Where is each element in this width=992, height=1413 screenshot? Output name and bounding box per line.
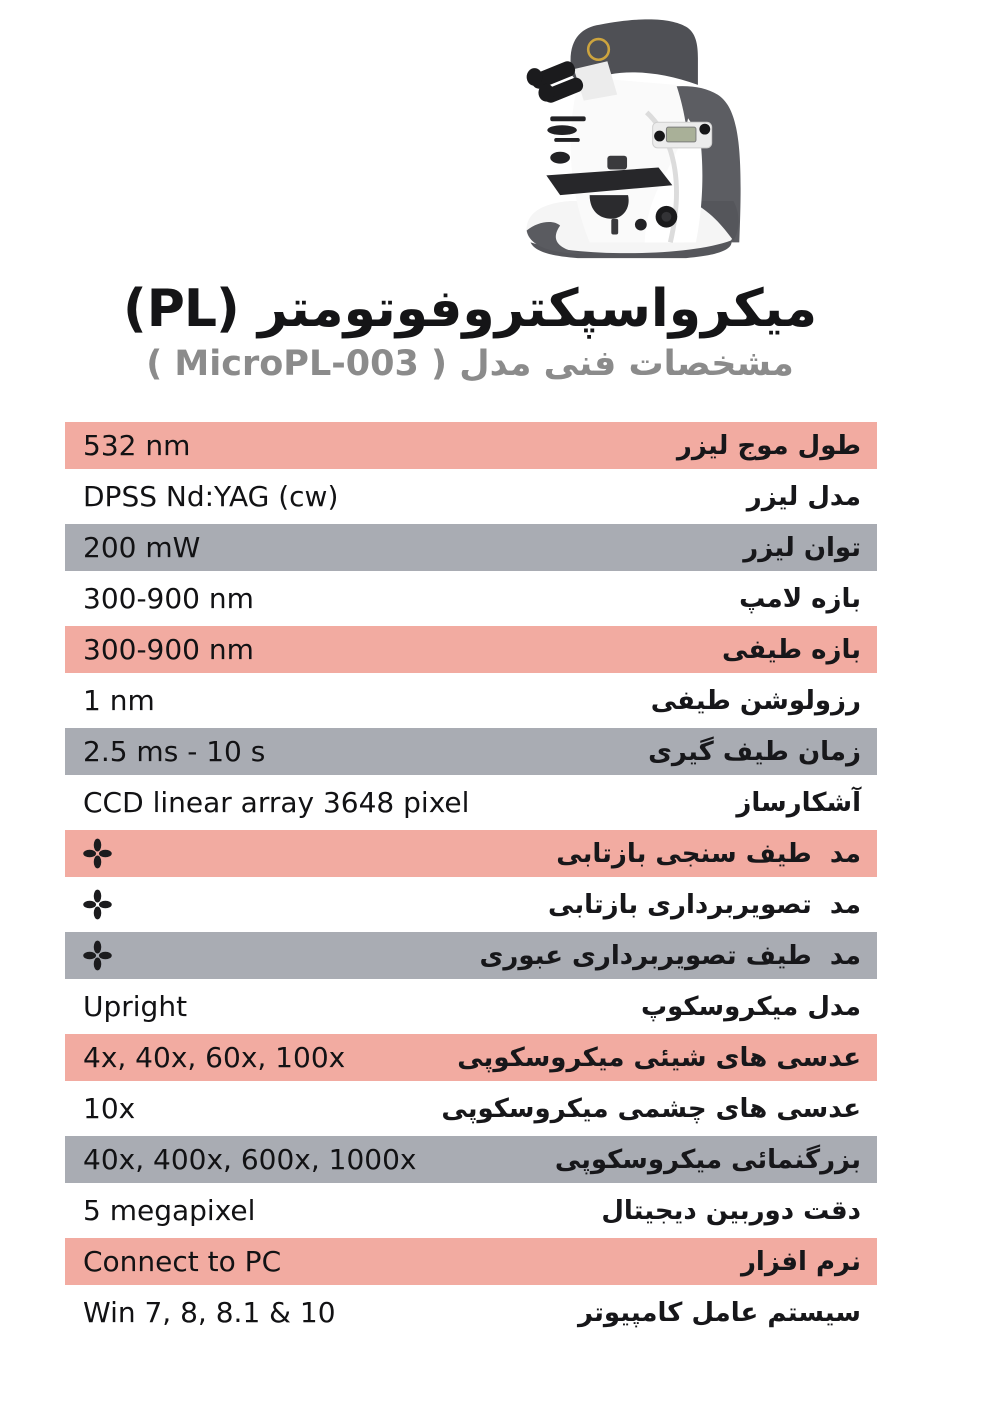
table-row — [65, 422, 877, 469]
table-row — [65, 1136, 877, 1183]
spec-label: دقت دوربین دیجیتال — [601, 1195, 861, 1226]
table-row — [65, 728, 877, 775]
table-row — [65, 1289, 877, 1336]
spec-label: مد طیف سنجی بازتابی — [556, 838, 861, 869]
table-row — [65, 575, 877, 622]
spec-label: بزرگنمائی میکروسکوپی — [554, 1144, 861, 1175]
table-row — [65, 524, 877, 571]
spec-value: 10x — [83, 1092, 136, 1125]
page-subtitle: مشخصات فنی مدل ( MicroPL-003 ) — [146, 343, 794, 384]
spec-label: آشکارساز — [736, 787, 861, 818]
four-petal-check-icon — [83, 837, 112, 870]
spec-value: 2.5 ms - 10 s — [83, 735, 266, 768]
spec-table — [65, 422, 877, 1340]
spec-label: عدسی های چشمی میکروسکوپی — [441, 1093, 861, 1124]
spec-value: 4x, 40x, 60x, 100x — [83, 1041, 346, 1074]
spec-value: 532 nm — [83, 429, 191, 462]
spec-value: 5 megapixel — [83, 1194, 256, 1227]
spec-value: DPSS Nd:YAG (cw) — [83, 480, 339, 513]
spec-value: 1 nm — [83, 684, 155, 717]
table-row — [65, 881, 877, 928]
spec-label: رزولوشن طیفی — [650, 685, 861, 716]
spec-value — [65, 888, 130, 921]
table-row — [65, 932, 877, 979]
microscope-image — [497, 12, 763, 268]
spec-value — [65, 939, 130, 972]
spec-label: بازه طیفی — [721, 634, 861, 665]
four-petal-check-icon — [83, 939, 112, 972]
spec-value: 40x, 400x, 600x, 1000x — [83, 1143, 417, 1176]
table-row — [65, 1187, 877, 1234]
table-row — [65, 473, 877, 520]
table-row — [65, 830, 877, 877]
spec-value: Upright — [83, 990, 188, 1023]
table-row — [65, 1085, 877, 1132]
spec-value: 300-900 nm — [83, 582, 254, 615]
spec-label: توان لیزر — [743, 532, 861, 563]
spec-label: طول موج لیزر — [676, 430, 861, 461]
table-row — [65, 1238, 877, 1285]
spec-label: مد تصویربرداری بازتابی — [548, 889, 861, 920]
spec-value: Connect to PC — [83, 1245, 282, 1278]
table-row — [65, 626, 877, 673]
spec-value: 200 mW — [83, 531, 201, 564]
four-petal-check-icon — [83, 888, 112, 921]
spec-value: 300-900 nm — [83, 633, 254, 666]
table-row — [65, 983, 877, 1030]
upright-microscope-icon — [497, 12, 763, 263]
table-row — [65, 1034, 877, 1081]
spec-label: زمان طیف گیری — [648, 736, 861, 767]
spec-value: Win 7, 8, 8.1 & 10 — [83, 1296, 336, 1329]
page-title: میکرواسپکتروفوتومتر (PL) — [122, 279, 818, 339]
table-row — [65, 779, 877, 826]
spec-label: بازه لامپ — [739, 583, 861, 614]
title-block — [0, 280, 940, 384]
table-row — [65, 677, 877, 724]
spec-value: CCD linear array 3648 pixel — [83, 786, 470, 819]
spec-label: مدل میکروسکوپ — [640, 991, 861, 1022]
spec-value — [65, 837, 130, 870]
spec-label: نرم افزار — [740, 1246, 861, 1277]
spec-label: مدل لیزر — [746, 481, 861, 512]
spec-label: عدسی های شیئی میکروسکوپی — [457, 1042, 861, 1073]
spec-label: سیستم عامل کامپیوتر — [577, 1297, 861, 1328]
spec-label: مد طیف تصویربرداری عبوری — [479, 940, 861, 971]
